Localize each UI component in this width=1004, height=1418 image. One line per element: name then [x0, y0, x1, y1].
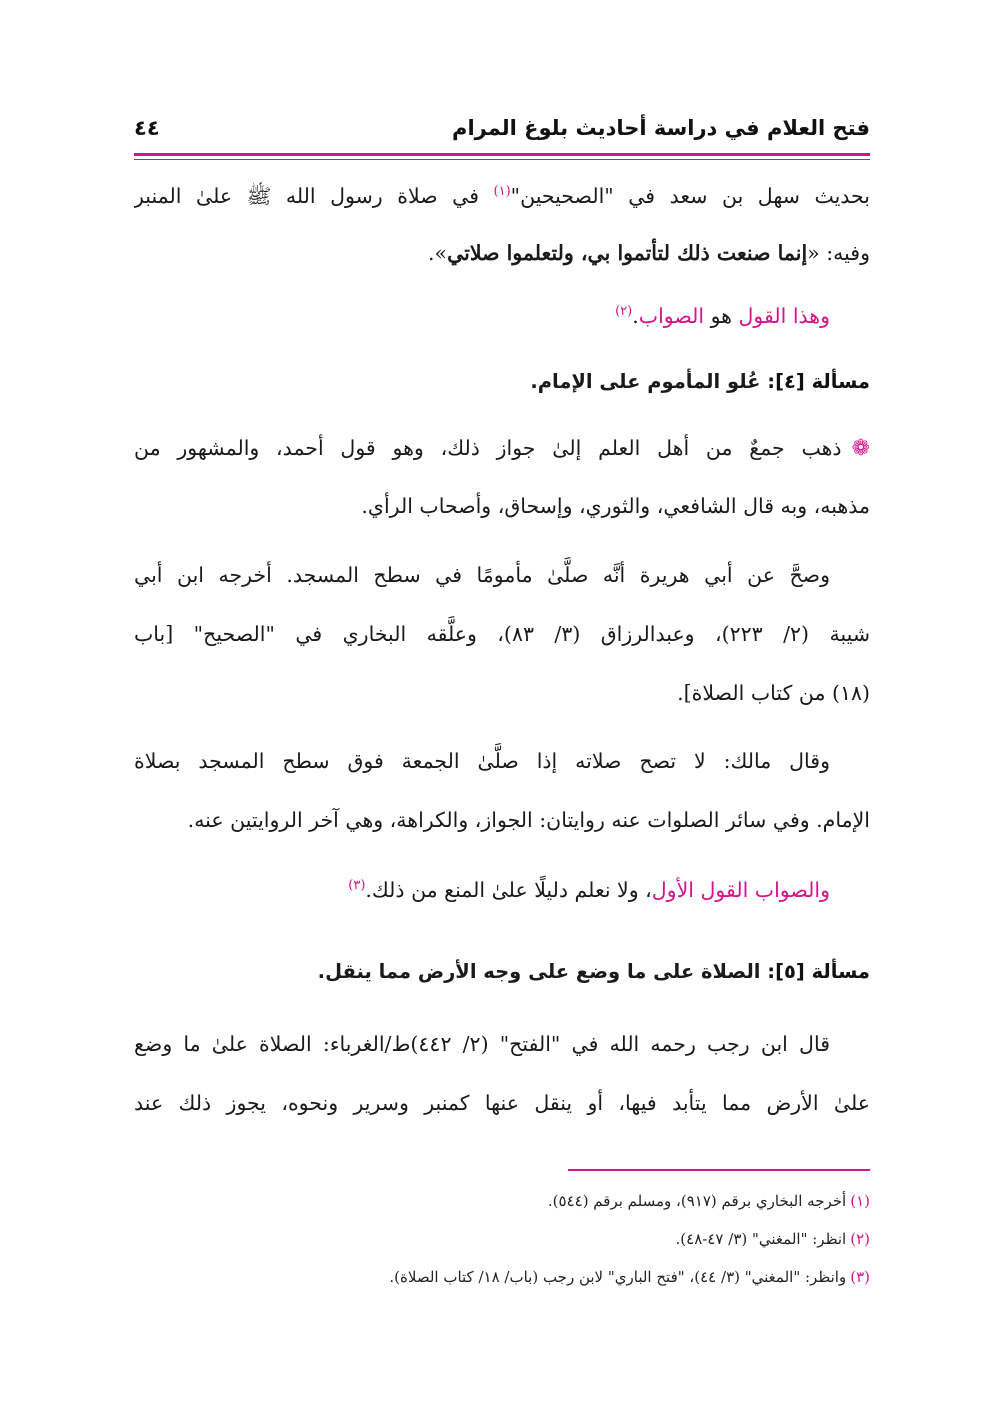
body-line-2: وفيه: «إنما صنعت ذلك لتأتموا بي، ولتعلموا صلاتي».: [428, 241, 870, 265]
issue-4-heading: [134, 362, 870, 402]
issue-5-heading: [134, 952, 870, 992]
paragraph-4-line-2: علىٰ الأرض مما يتأبد فيها، أو ينقل عنها كمنبر وسرير ونحوه، يجوز ذلك عند: [134, 1091, 870, 1115]
header-rule-thin: [134, 159, 870, 160]
page-number: ٤٤: [134, 116, 160, 140]
issue-title: الصلاة على ما وضع على وجه الأرض مما ينقل.: [317, 960, 768, 983]
statement-correct-view: وهذا القول هو الصواب.$^{(٢)}$: [615, 304, 830, 328]
footnote-separator: [568, 1169, 870, 1171]
issue-label: مسألة [٥]:: [767, 960, 870, 983]
paragraph-3-line-1: وقال مالك: لا تصح صلاته إذا صلَّىٰ الجمعة فوق سطح المسجد بصلاة: [134, 749, 830, 773]
paragraph-1-line-1: ❁ذهب جمعٌ من أهل العلم إلىٰ جواز ذلك، وهو قول أحمد، والمشهور من: [134, 436, 870, 461]
paragraph-2-line-1: وصحَّ عن أبي هريرة أنَّه صلَّىٰ مأمومًا في سطح المسجد. أخرجه ابن أبي: [134, 563, 830, 587]
conclusion-line: والصواب القول الأول، ولا نعلم دليلًا علىٰ المنع من ذلك.$^{(٣)}$: [348, 878, 830, 902]
running-header: [134, 116, 870, 150]
flower-ornament-icon: ❁: [851, 436, 870, 461]
issue-title: عُلو المأموم على الإمام.: [530, 370, 768, 393]
footnote-1: (١)أخرجه البخاري برقم (٩١٧)، ومسلم برقم (٥٤٤).: [547, 1192, 870, 1210]
issue-label: مسألة [٤]:: [767, 370, 870, 393]
paragraph-2-line-2: شيبة (٢/ ٢٢٣)، وعبدالرزاق (٣/ ٨٣)، وعلَّقه البخاري في "الصحيح" [باب: [134, 622, 870, 646]
hadith-quote: إنما صنعت ذلك لتأتموا بي، ولتعلموا صلاتي: [447, 241, 808, 265]
footnote-ref-2[interactable]: (٢): [615, 304, 633, 320]
footnote-ref-1[interactable]: (١): [493, 184, 511, 200]
header-rule-thick: [134, 153, 870, 156]
footnote-ref-3[interactable]: (٣): [348, 878, 366, 894]
paragraph-4-line-1: قال ابن رجب رحمه الله في "الفتح" (٢/ ٤٤٢)ط/الغرباء: الصلاة علىٰ ما وضع: [134, 1032, 830, 1056]
book-title: فتح العلام في دراسة أحاديث بلوغ المرام: [452, 116, 870, 140]
body-line-1: بحديث سهل بن سعد في "الصحيحين"$^{(١)}$ في صلاة رسول الله ﷺ علىٰ المنبر: [134, 184, 870, 208]
paragraph-2-line-3: (١٨) من كتاب الصلاة].: [677, 681, 870, 705]
paragraph-1-line-2: مذهبه، وبه قال الشافعي، والثوري، وإسحاق، وأصحاب الرأي.: [361, 494, 870, 518]
paragraph-3-line-2: الإمام. وفي سائر الصلوات عنه روايتان: الجواز، والكراهة، وهي آخر الروايتين عنه.: [187, 808, 870, 832]
footnote-2: (٢)انظر: "المغني" (٣/ ٤٧-٤٨).: [675, 1230, 870, 1248]
footnote-3: (٣)وانظر: "المغني" (٣/ ٤٤)، "فتح الباري" لابن رجب (باب/ ١٨/ كتاب الصلاة).: [389, 1268, 870, 1286]
